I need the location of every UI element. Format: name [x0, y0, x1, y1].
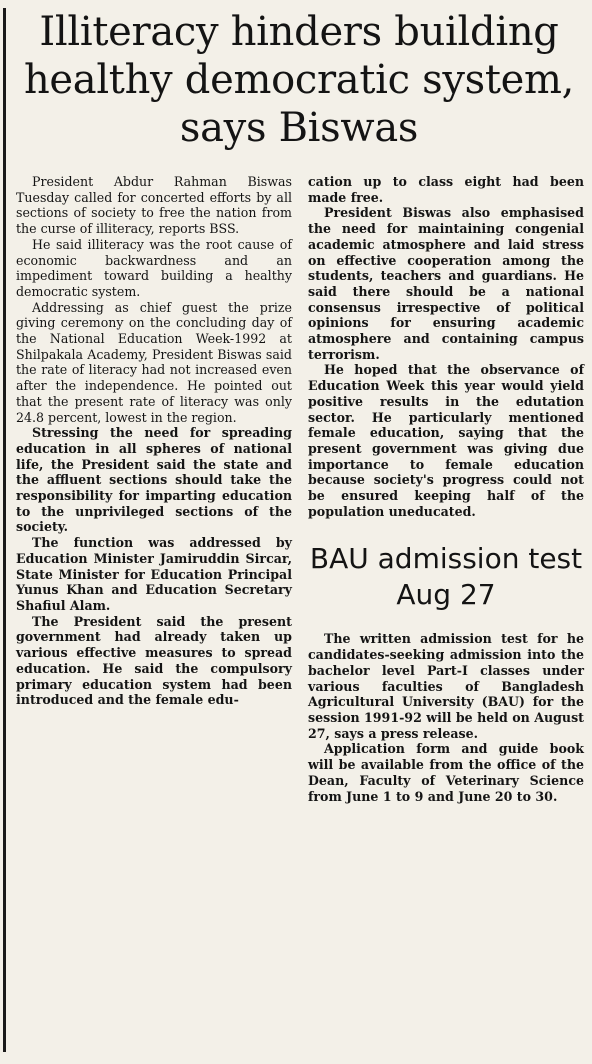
- article-paragraph: President Biswas also emphasised the need for maintaining congenial academic atmosphere and laid stress on effective cooperation among the students, teachers and guardians. He said there should be a national consensus irrespective of political opinions for ensuring academic atmosphere and containing campus terrorism.: [308, 205, 584, 362]
- bau-headline: BAU admission test Aug 27: [309, 542, 583, 612]
- article-column-left: [16, 174, 292, 708]
- article-paragraph: He hoped that the observance of Education Week this year would yield positive results in the edutation sector. He particularly mentioned female education, saying that the present government was giving due importance to female education because society's progress could not be ensured keeping half of the population uneducated.: [308, 362, 584, 519]
- article-paragraph: Stressing the need for spreading education in all spheres of national life, the President said the state and the affluent sections should take the responsibility for imparting education to the unprivileged sections of the society.: [16, 425, 292, 535]
- article-paragraph: President Abdur Rahman Biswas Tuesday called for concerted efforts by all sections of society to free the nation from the curse of illiteracy, reports BSS.: [16, 174, 292, 237]
- article-paragraph: cation up to class eight had been made free.: [308, 174, 584, 205]
- article-paragraph: Addressing as chief guest the prize giving ceremony on the concluding day of the National Education Week-1992 at Shilpakala Academy, President Biswas said the rate of literacy had not increased even after the independence. He pointed out that the present rate of literacy was only 24.8 percent, lowest in the region.: [16, 299, 292, 425]
- article-headline: Illiteracy hinders building healthy democratic system, says Biswas: [23, 9, 575, 151]
- article-paragraph: He said illiteracy was the root cause of economic backwardness and an impediment toward building a healthy democratic system.: [16, 236, 292, 299]
- column-rule: [3, 8, 6, 1052]
- article-column-right: [308, 174, 584, 804]
- article-paragraph: The function was addressed by Education Minister Jamiruddin Sircar, State Minister for Education Principal Yunus Khan and Education Secretary Shafiul Alam.: [16, 535, 292, 613]
- bau-paragraph: The written admission test for he candidates-seeking admission into the bachelor level Part-I classes under various faculties of Bangladesh Agricultural University (BAU) for the session 1991-92 will be held on August 27, says a press release.: [308, 631, 584, 741]
- article-paragraph: The President said the present government had already taken up various effective measures to spread education. He said the compulsory primary education system had been introduced and the female edu-: [16, 613, 292, 708]
- bau-paragraph: Application form and guide book will be available from the office of the Dean, Faculty of Veterinary Science from June 1 to 9 and June 20 to 30.: [308, 741, 584, 804]
